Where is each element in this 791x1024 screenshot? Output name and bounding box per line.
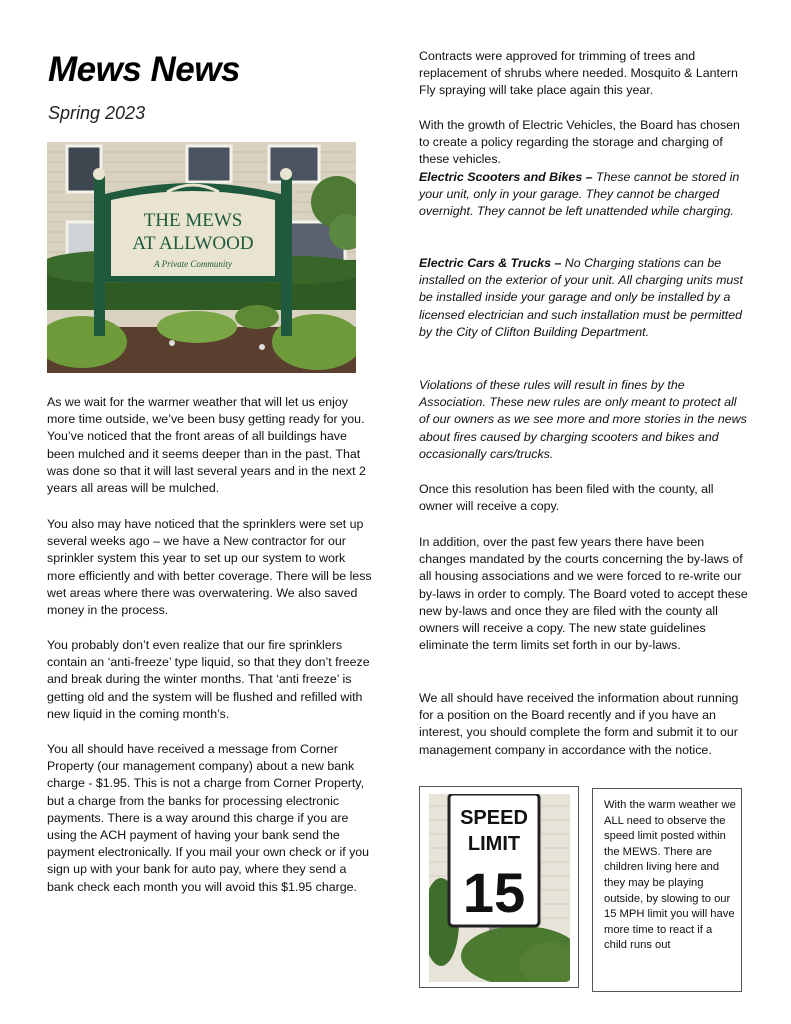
cars-text: No Charging stations can be installed on the exterior of your unit. All charging units must be installed inside your garage and only be installed by a licensed electrician and such installation must be permitted by the City of Clifton Building Department.	[419, 256, 743, 339]
paragraph-scooters	[419, 169, 749, 221]
paragraph-fire-sprinklers: You probably don’t even realize that our fire sprinklers contain an ‘anti-freeze’ type liquid, so that they don’t freeze and break during the winter months. That ‘anti freeze’ is getting old and the system will be flushed and refilled with new liquid in the coming month’s.	[47, 638, 370, 721]
scooters-text: These cannot be stored in your unit, only in your garage. They cannot be charged overnight. They cannot be left unattended while charging.	[419, 170, 740, 219]
speed-caption-text: With the warm weather we ALL need to observe the speed limit posted within the MEWS. There are children living here and they may be playing outside, by slowing to our 15 MPH limit you will have more time to react if a child runs out	[604, 799, 736, 952]
speed-caption-box	[592, 788, 742, 992]
cars-heading: Electric Cars & Trucks –	[419, 256, 562, 270]
paragraph-contracts: Contracts were approved for trimming of trees and replacement of shrubs where needed. Mosquito & Lantern Fly spraying will take place again this year.	[419, 49, 738, 98]
speed-sign-number: 15	[462, 861, 526, 924]
sign-line-3: A Private Community	[154, 259, 232, 269]
paragraph-cars	[419, 255, 749, 341]
sign-line-1: THE MEWS	[143, 210, 243, 231]
speed-sign-line-1: SPEED	[460, 807, 528, 829]
paragraph-resolution: Once this resolution has been filed with the county, all owner will receive a copy.	[419, 482, 714, 514]
sign-line-2: AT ALLWOOD	[132, 233, 254, 254]
mews-sign-photo	[47, 142, 356, 373]
scooters-heading: Electric Scooters and Bikes –	[419, 170, 593, 184]
speed-limit-photo	[429, 794, 570, 982]
paragraph-ev-policy: With the growth of Electric Vehicles, the Board has chosen to create a policy regarding the storage and charging of these vehicles.	[419, 118, 740, 167]
paragraph-bank-charge: You all should have received a message from Corner Property (our management company) about a new bank charge - $1.95. This is not a charge from Corner Property, but a charge from the banks for processing electronic payments. There is a way around this charge if you are using the ACH payment of having your bank send the payment electronically. If you mail your own check or if you sign up with your bank for auto pay, where they send a bank check each month you will avoid this $1.95 charge.	[47, 742, 370, 894]
paragraph-bylaws: In addition, over the past few years there have been changes mandated by the courts concerning the by-laws of all housing associations and we were forced to re-write our by-laws in order to comply. The Board voted to accept these new by-laws and once they are filed with the county all owners will receive a copy. The new state guidelines eliminate the term limits set forth in our by-laws.	[419, 535, 748, 653]
paragraph-board-election: We all should have received the information about running for a position on the Board recently and if you have an interest, you should complete the form and submit it to our management company in accordance with the notice.	[419, 691, 739, 757]
newsletter-subtitle: Spring 2023	[48, 103, 146, 123]
speed-sign-line-2: LIMIT	[467, 833, 521, 855]
paragraph-sprinklers: You also may have noticed that the sprinklers were set up several weeks ago – we have a New contractor for our sprinkler system this year to set up our system to work more efficiently and with better coverage. There will be less wet areas where there was overwatering. We also saved money in the process.	[47, 517, 372, 618]
paragraph-mulch: As we wait for the warmer weather that will let us enjoy more time outside, we’ve been busy getting ready for you. You’ve noticed that the front areas of all buildings have been mulched and it seems deeper than in the past. That was done so that it will last several years and in the next 2 years all areas will be mulched.	[47, 395, 366, 496]
newsletter-title: Mews News	[48, 50, 240, 89]
paragraph-violations: Violations of these rules will result in fines by the Association. These new rules are only meant to protect all of our owners as we see more and more stories in the news about fires caused by charging scooters and bikes and occasionally cars/trucks.	[419, 378, 747, 461]
